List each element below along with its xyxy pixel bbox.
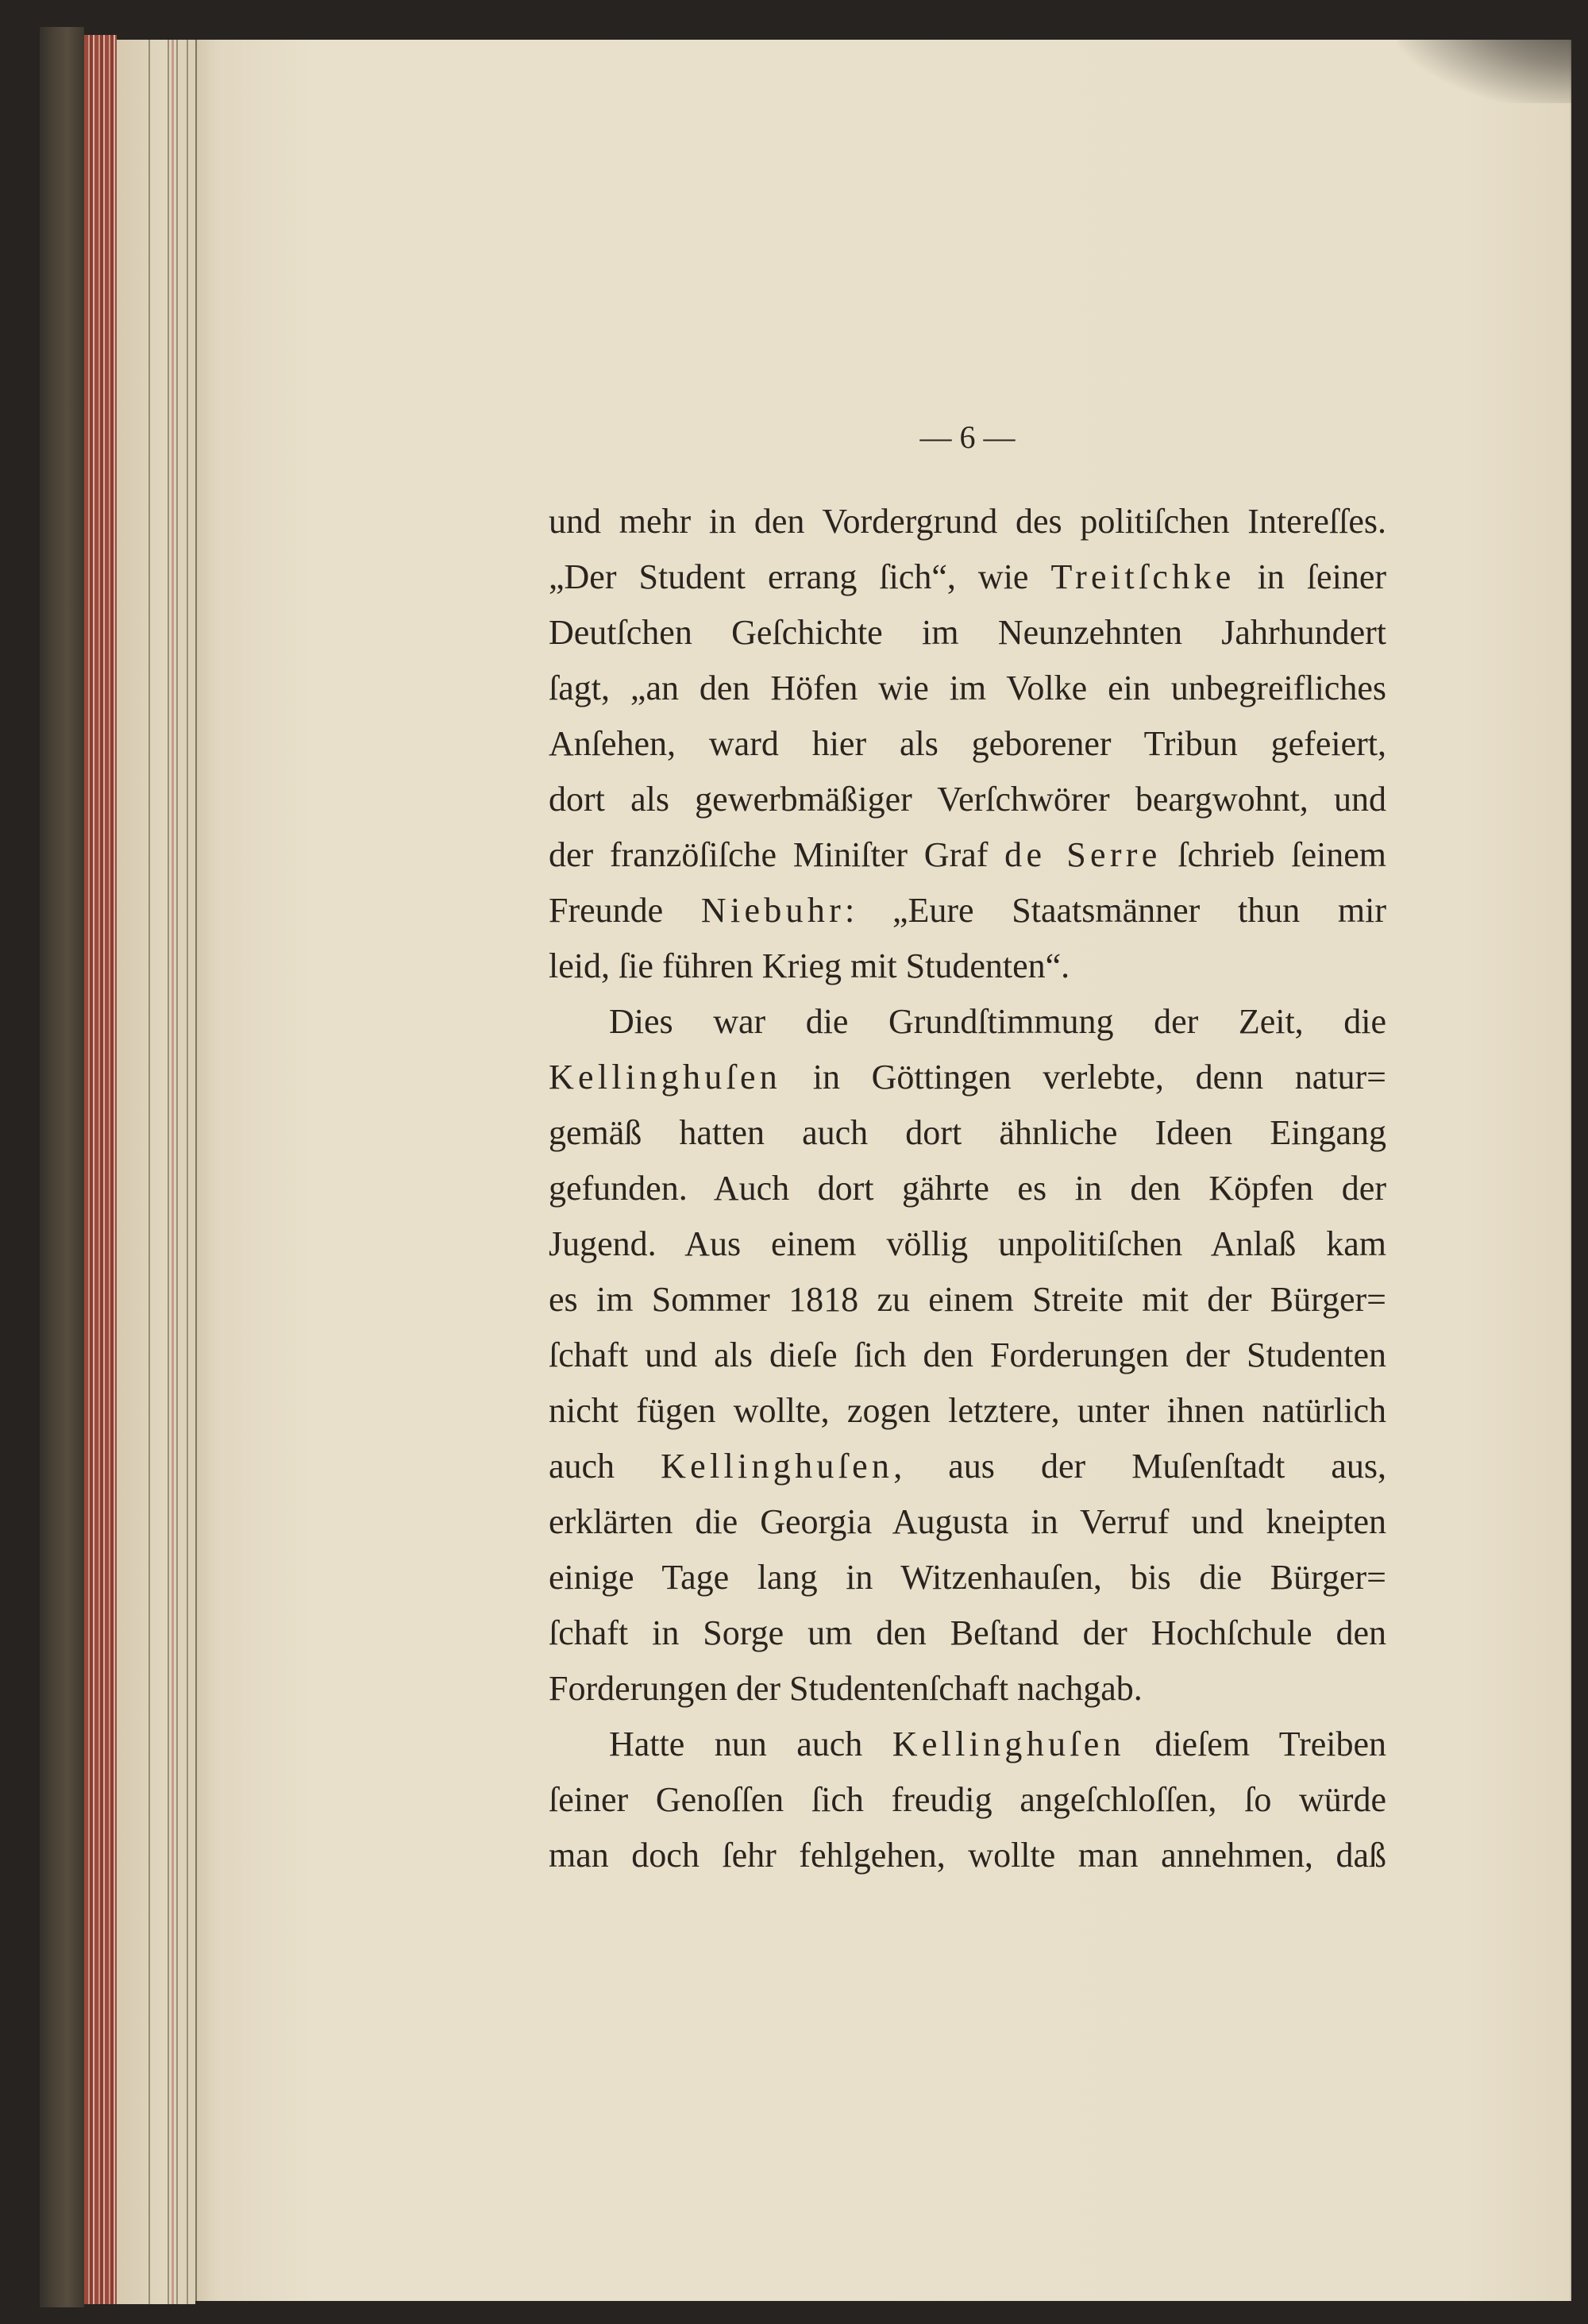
book-page: [195, 40, 1571, 2301]
page-edge-line: [148, 40, 150, 2304]
line-text: Hatte nun auch: [609, 1725, 892, 1763]
text-block: [549, 494, 1386, 1883]
line-text: man doch ſehr fehlgehen, wollte man annehmen, daß: [549, 1836, 1386, 1875]
paragraph: [549, 994, 1386, 1717]
text-line: [549, 1328, 1386, 1383]
line-text: ſchaft und als dieſe ſich den Forderungen der Studenten: [549, 1335, 1386, 1374]
line-text: und mehr in den Vordergrund des politiſchen Intereſſes.: [549, 502, 1386, 541]
line-text: ſchrieb ſeinem: [1161, 835, 1386, 874]
line-text: ſagt, „an den Höfen wie im Volke ein unbegreifliches: [549, 669, 1386, 707]
text-line: [549, 1661, 1386, 1717]
text-line: [549, 1439, 1386, 1494]
line-text: Jugend. Aus einem völlig unpolitiſchen Anlaß kam: [549, 1224, 1386, 1263]
text-line: [549, 1216, 1386, 1272]
text-line: [549, 772, 1386, 827]
line-text: in Verruf und kneipten: [1008, 1502, 1386, 1541]
line-text: in ſeiner: [1235, 557, 1386, 596]
text-line: [549, 1105, 1386, 1161]
line-text: Dies war die Grundſtimmung der Zeit, die: [609, 1002, 1386, 1041]
text-line: [549, 1272, 1386, 1328]
page-stack-edges: [117, 40, 195, 2304]
line-text: leid, ſie führen Krieg mit Studenten“.: [549, 946, 1070, 985]
line-text: Anſehen, ward hier als geborener Tribun gefeiert,: [549, 724, 1386, 763]
text-line: [549, 1605, 1386, 1661]
line-text: gefunden. Auch dort gährte es in den Köpfen der: [549, 1169, 1386, 1208]
text-line: [549, 1050, 1386, 1105]
spaced-name: Treitſchke: [1050, 557, 1235, 596]
line-text: „Der Student errang ſich“, wie: [549, 557, 1051, 596]
line-text: Forderungen der Studentenſchaft nachgab.: [549, 1669, 1143, 1708]
antiqua-text: de Serre: [1004, 835, 1162, 874]
text-line: [549, 605, 1386, 661]
line-text: : „Eure Staatsmänner thun mir: [845, 891, 1386, 930]
text-line: [549, 549, 1386, 605]
page-edge-line: [172, 40, 174, 2304]
page-number: — 6 —: [919, 419, 1016, 455]
line-text: auch: [549, 1447, 661, 1486]
text-line: [549, 1494, 1386, 1550]
text-line: [549, 938, 1386, 994]
page-edge-line: [168, 40, 169, 2304]
text-line: [549, 716, 1386, 772]
text-line: [549, 1772, 1386, 1828]
line-text: dieſem Treiben: [1124, 1725, 1387, 1763]
spaced-name: Niebuhr: [700, 891, 846, 930]
line-text: Deutſchen Geſchichte im Neunzehnten Jahrhundert: [549, 613, 1386, 652]
text-line: [549, 1717, 1386, 1772]
book-cover-edge: [40, 27, 84, 2307]
line-text: einige Tage lang in Witzenhauſen, bis die Bürger=: [549, 1558, 1386, 1597]
line-text: in Göttingen verlebte, denn natur=: [781, 1058, 1386, 1096]
spaced-name: Kellinghuſen: [661, 1447, 894, 1486]
line-text: ſchaft in Sorge um den Beſtand der Hochſchule den: [549, 1613, 1386, 1652]
page-edge-line: [176, 40, 178, 2304]
text-line: [549, 827, 1386, 883]
spaced-name: Kellinghuſen: [549, 1058, 782, 1096]
page-edge-line: [187, 40, 188, 2304]
line-text: ſeiner Genoſſen ſich freudig angeſchloſſen, ſo würde: [549, 1780, 1386, 1819]
text-line: [549, 1161, 1386, 1216]
line-text: es im Sommer 1818 zu einem Streite mit der Bürger=: [549, 1280, 1386, 1319]
line-text: nicht fügen wollte, zogen letztere, unter ihnen natürlich: [549, 1391, 1386, 1430]
spaced-name: Kellinghuſen: [892, 1725, 1125, 1763]
text-line: [549, 661, 1386, 716]
line-text: dort als gewerbmäßiger Verſchwörer beargwohnt, und: [549, 780, 1386, 819]
line-text: Freunde: [549, 891, 701, 930]
text-line: [549, 1828, 1386, 1883]
paragraph: [549, 1717, 1386, 1883]
line-text: der franzöſiſche Miniſter Graf: [549, 835, 1005, 874]
text-line: [549, 494, 1386, 549]
text-line: [549, 883, 1386, 938]
text-line: [549, 1383, 1386, 1439]
line-text: gemäß hatten auch dort ähnliche Ideen Eingang: [549, 1113, 1386, 1152]
antiqua-text: Georgia Augusta: [760, 1502, 1009, 1541]
line-text: , aus der Muſenſtadt aus,: [893, 1447, 1386, 1486]
red-page-edges: [84, 35, 117, 2304]
line-text: erklärten die: [549, 1502, 761, 1541]
scan-corner-shadow: [1397, 0, 1588, 103]
paragraph: [549, 494, 1386, 994]
text-line: [549, 1550, 1386, 1605]
text-line: [549, 994, 1386, 1050]
